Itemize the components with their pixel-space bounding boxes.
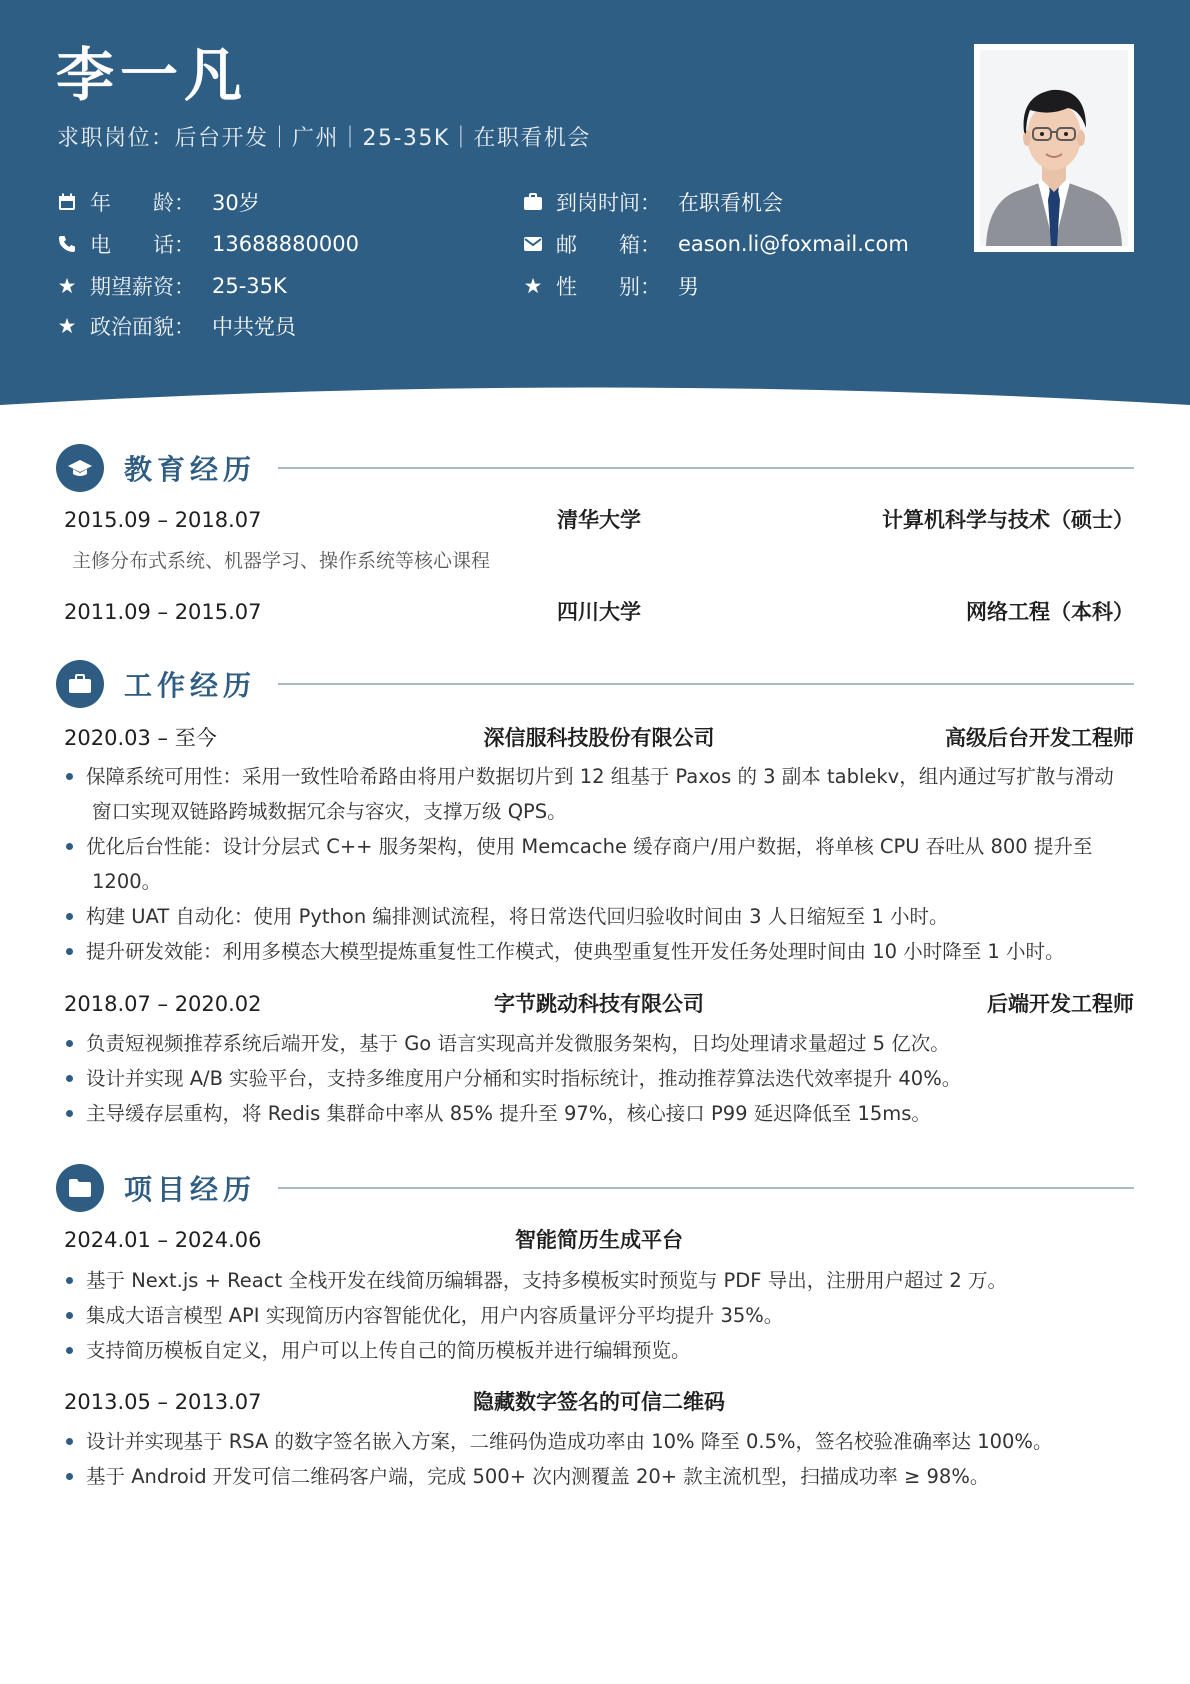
education-entry xyxy=(64,504,1134,536)
section-education-header xyxy=(56,442,1134,494)
bullet-item: 设计并实现 A/B 实验平台，支持多维度用户分桶和实时指标统计，推动推荐算法迭代效率提升 40%。 xyxy=(64,1061,1134,1096)
info-label: 性 别： xyxy=(556,275,661,299)
bullet-item: 支持简历模板自定义，用户可以上传自己的简历模板并进行编辑预览。 xyxy=(64,1333,1134,1368)
briefcase-icon xyxy=(56,660,104,708)
company-name: 深信服科技股份有限公司 xyxy=(483,726,715,750)
info-value: 13688880000 xyxy=(212,232,359,256)
company-name: 字节跳动科技有限公司 xyxy=(494,992,704,1016)
education-entry xyxy=(64,596,1134,628)
section-work-header xyxy=(56,658,1134,710)
work-bullets xyxy=(64,1026,1134,1131)
entry-date: 2011.09 – 2015.07 xyxy=(64,600,262,624)
info-availability xyxy=(522,186,783,218)
bullet-item: 设计并实现基于 RSA 的数字签名嵌入方案，二维码伪造成功率由 10% 降至 0.5%，签名校验准确率达 100%。 xyxy=(64,1424,1134,1459)
work-entry xyxy=(64,988,1134,1020)
info-value: 30岁 xyxy=(212,191,260,215)
bullet-item: 构建 UAT 自动化：使用 Python 编排测试流程，将日常迭代回归验收时间由 3 人日缩短至 1 小时。 xyxy=(64,899,1134,934)
school-name: 四川大学 xyxy=(557,600,641,624)
info-label: 政治面貌： xyxy=(90,315,195,339)
job-role: 后端开发工程师 xyxy=(987,992,1134,1016)
section-divider xyxy=(278,683,1134,685)
mail-icon xyxy=(522,233,544,255)
section-projects-header xyxy=(56,1162,1134,1214)
info-label: 期望薪资： xyxy=(90,275,195,299)
bullet-item: 保障系统可用性：采用一致性哈希路由将用户数据切片到 12 组基于 Paxos 的 3 副本 tablekv，组内通过写扩散与滑动 xyxy=(64,759,1134,794)
star-icon: ★ xyxy=(523,274,543,298)
info-label: 年 龄： xyxy=(90,191,195,215)
section-title: 工作经历 xyxy=(124,669,257,702)
info-value: 25-35K xyxy=(212,274,287,298)
bullet-item: 基于 Next.js + React 全栈开发在线简历编辑器，支持多模板实时预览与 PDF 导出，注册用户超过 2 万。 xyxy=(64,1263,1134,1298)
bullet-item: 基于 Android 开发可信二维码客户端，完成 500+ 次内测覆盖 20+ 款主流机型，扫描成功率 ≥ 98%。 xyxy=(64,1459,1134,1494)
info-value: 在职看机会 xyxy=(678,191,783,215)
info-political-status xyxy=(56,310,296,342)
section-divider xyxy=(278,467,1134,469)
major: 计算机科学与技术（硕士） xyxy=(882,508,1134,532)
info-label: 电 话： xyxy=(90,233,195,257)
section-divider xyxy=(278,1187,1134,1189)
info-gender xyxy=(522,270,699,302)
entry-date: 2024.01 – 2024.06 xyxy=(64,1228,262,1252)
entry-date: 2015.09 – 2018.07 xyxy=(64,508,262,532)
bullet-item: 集成大语言模型 API 实现简历内容智能优化，用户内容质量评分平均提升 35%。 xyxy=(64,1298,1134,1333)
work-entry xyxy=(64,722,1134,754)
project-name: 隐藏数字签名的可信二维码 xyxy=(473,1390,725,1414)
entry-date: 2013.05 – 2013.07 xyxy=(64,1390,262,1414)
education-description: 主修分布式系统、机器学习、操作系统等核心课程 xyxy=(72,550,491,572)
info-value: 男 xyxy=(678,275,699,299)
project-bullets xyxy=(64,1424,1134,1494)
bullet-continuation: 1200。 xyxy=(92,870,162,893)
bullet-item: 优化后台性能：设计分层式 C++ 服务架构，使用 Memcache 缓存商户/用户数据，将单核 CPU 吞吐从 800 提升至 xyxy=(64,829,1134,864)
bullet-continuation: 窗口实现双链路跨城数据冗余与容灾，支撑万级 QPS。 xyxy=(92,800,567,823)
star-icon: ★ xyxy=(57,274,77,298)
project-entry xyxy=(64,1224,1134,1256)
entry-date: 2020.03 – 至今 xyxy=(64,726,217,750)
work-bullets xyxy=(64,899,1134,969)
bullet-item: 负责短视频推荐系统后端开发，基于 Go 语言实现高并发微服务架构，日均处理请求量超过 5 亿次。 xyxy=(64,1026,1134,1061)
info-label: 邮 箱： xyxy=(556,233,661,257)
calendar-icon xyxy=(56,191,78,213)
info-value: eason.li@foxmail.com xyxy=(678,232,909,256)
bullet-item: 提升研发效能：利用多模态大模型提炼重复性工作模式，使典型重复性开发任务处理时间由 10 小时降至 1 小时。 xyxy=(64,934,1134,969)
school-name: 清华大学 xyxy=(557,508,641,532)
resume-header xyxy=(0,0,1190,420)
info-value: 中共党员 xyxy=(212,315,296,339)
info-salary xyxy=(56,270,287,302)
portrait-illustration xyxy=(980,50,1128,246)
section-title: 教育经历 xyxy=(124,453,257,486)
bullet-item: 主导缓存层重构，将 Redis 集群命中率从 85% 提升至 97%，核心接口 P99 延迟降低至 15ms。 xyxy=(64,1096,1134,1131)
info-age xyxy=(56,186,260,218)
profile-photo xyxy=(974,44,1134,252)
project-bullets xyxy=(64,1263,1134,1368)
job-role: 高级后台开发工程师 xyxy=(945,726,1134,750)
project-entry xyxy=(64,1386,1134,1418)
briefcase-icon xyxy=(522,191,544,213)
work-bullets xyxy=(64,829,1134,864)
info-email xyxy=(522,228,909,260)
candidate-name: 李一凡 xyxy=(56,41,249,109)
star-icon: ★ xyxy=(57,314,77,338)
folder-icon xyxy=(56,1164,104,1212)
project-name: 智能简历生成平台 xyxy=(515,1228,683,1252)
info-phone xyxy=(56,228,359,260)
phone-icon xyxy=(56,233,78,255)
graduation-cap-icon xyxy=(56,444,104,492)
work-bullets xyxy=(64,759,1134,794)
info-label: 到岗时间： xyxy=(556,191,661,215)
entry-date: 2018.07 – 2020.02 xyxy=(64,992,262,1016)
section-title: 项目经历 xyxy=(124,1173,257,1206)
major: 网络工程（本科） xyxy=(966,600,1134,624)
job-intention: 求职岗位：后台开发｜广州｜25-35K｜在职看机会 xyxy=(57,126,591,151)
